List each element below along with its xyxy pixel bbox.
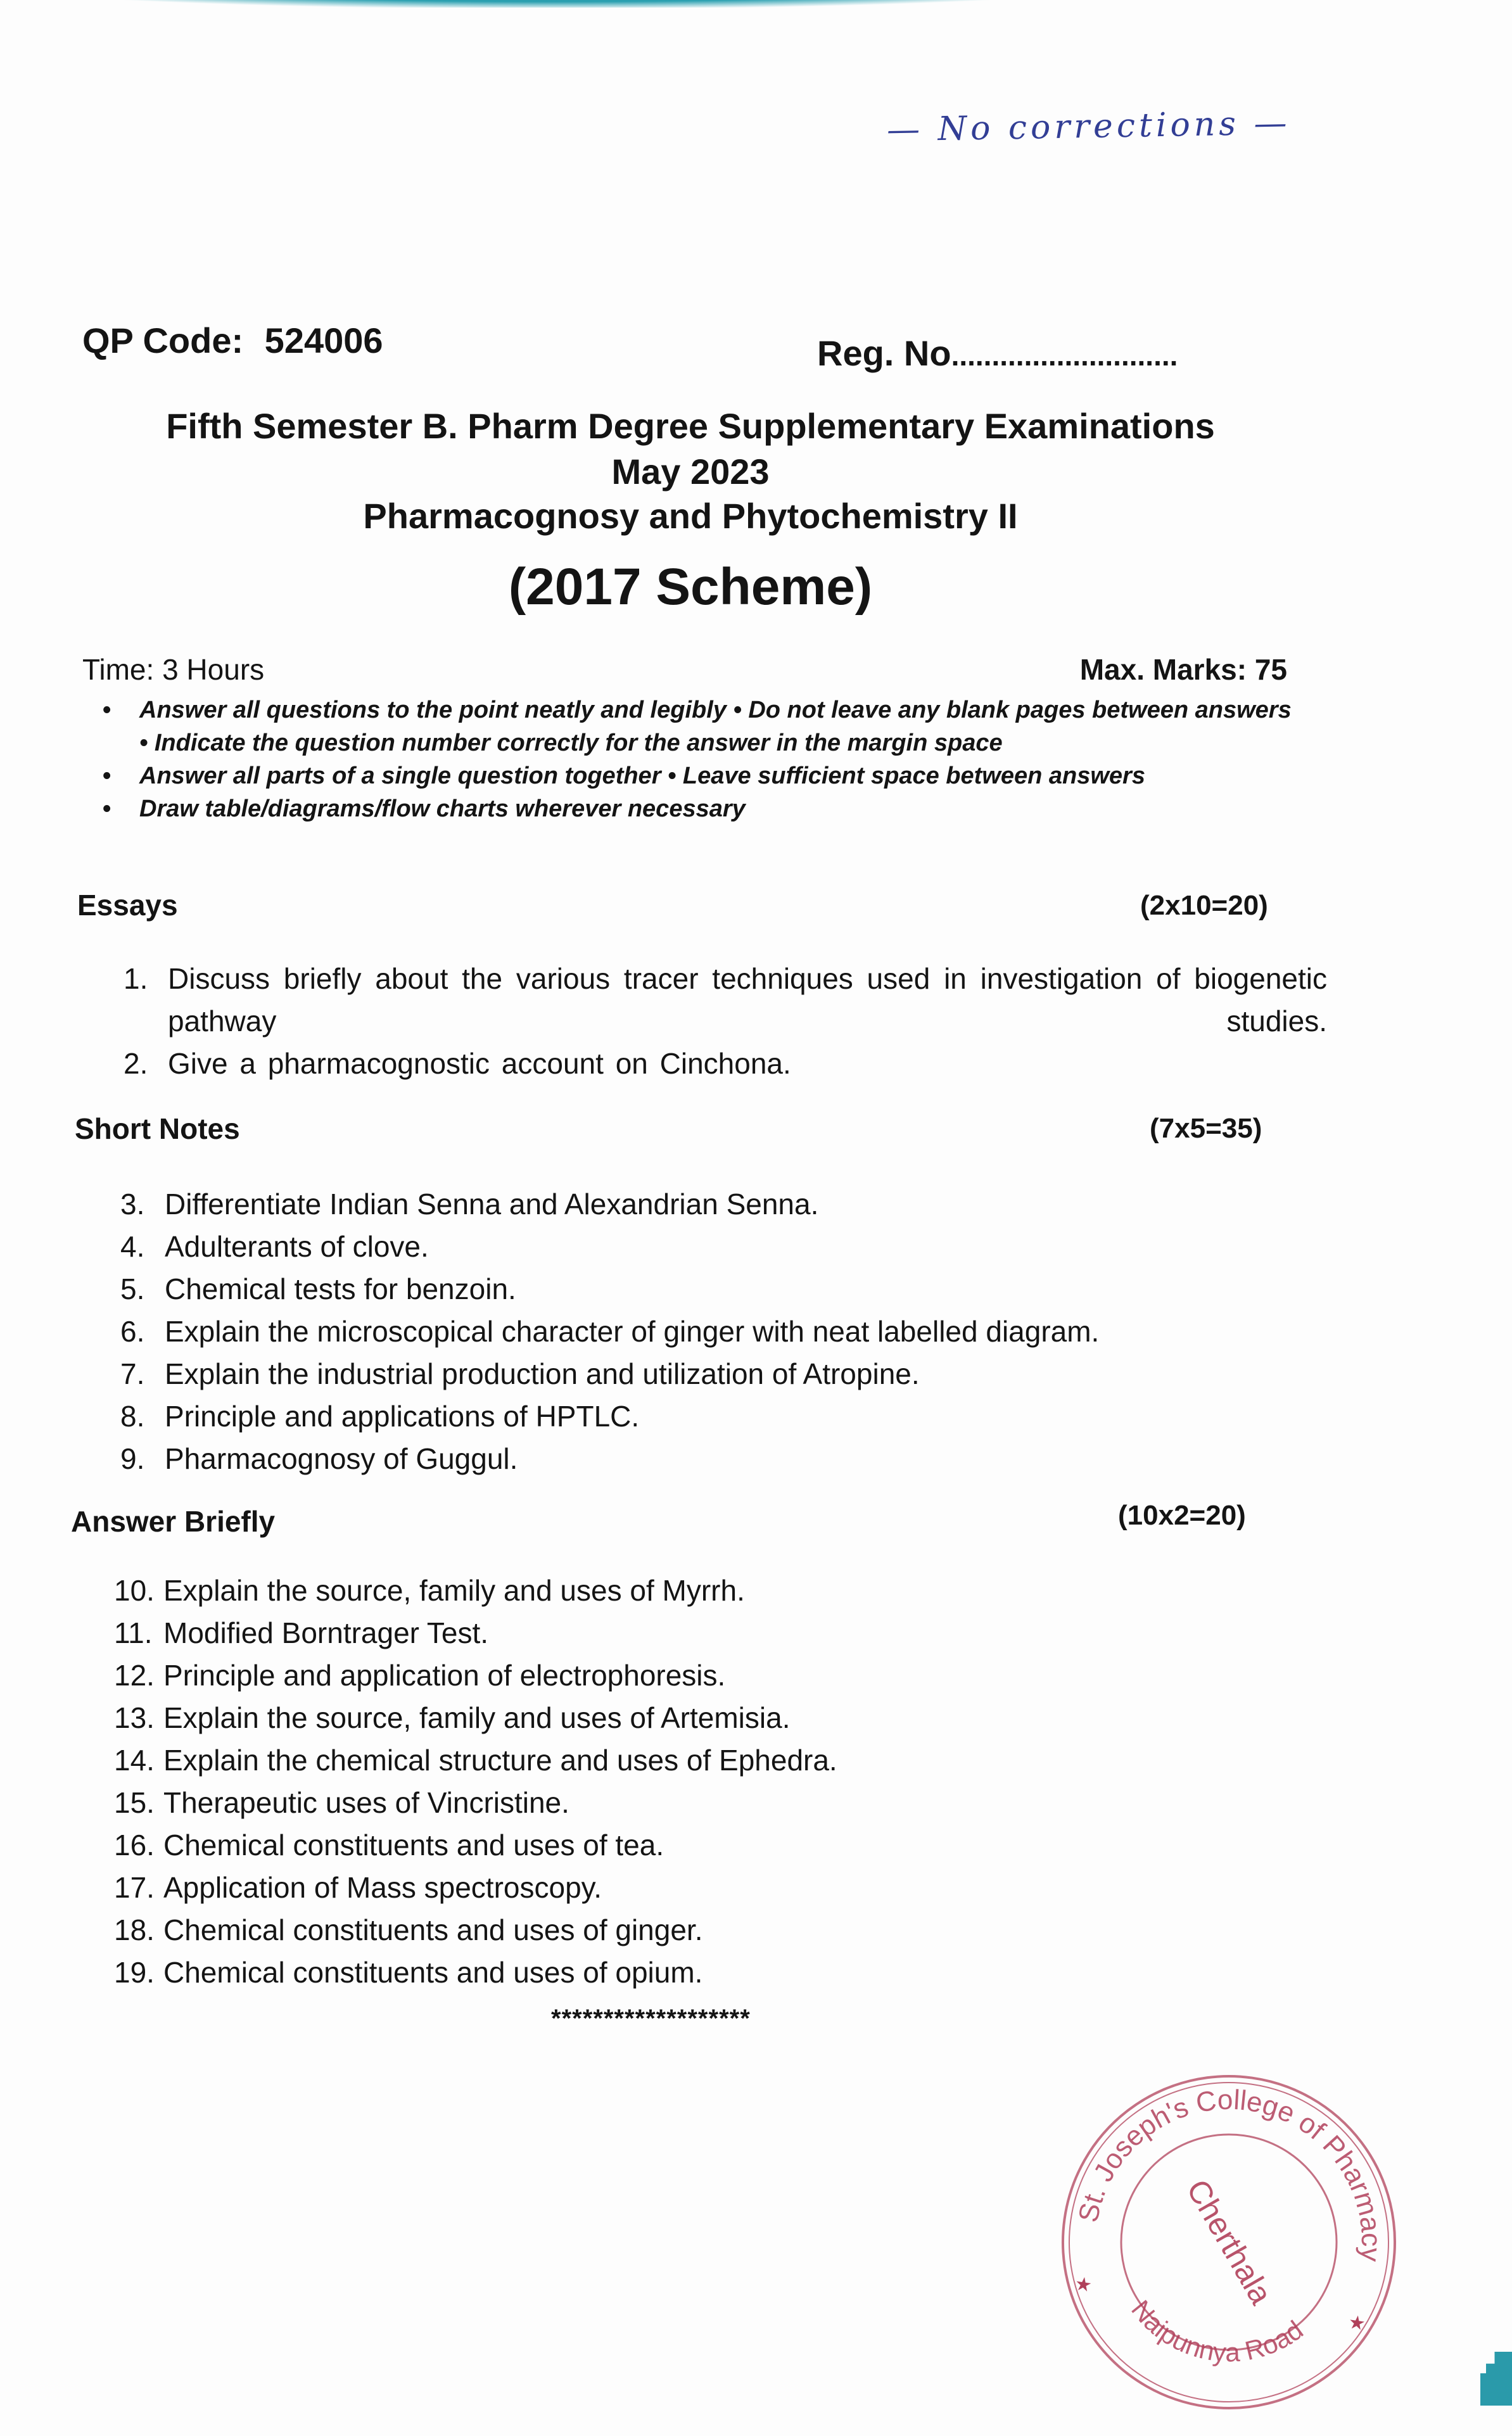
section-title-essays: Essays [77,889,178,922]
question-text: Pharmacognosy of Guggul. [165,1442,518,1475]
instruction-item [95,759,1292,792]
scheme: (2017 Scheme) [508,558,873,616]
question-text: Chemical tests for benzoin. [165,1272,516,1305]
question-item [114,1654,837,1697]
question-text: Adulterants of clove. [165,1230,429,1263]
question-item [114,1612,837,1654]
reg-no-label: Reg. No [817,333,951,373]
question-item [124,1043,1327,1085]
reg-no-dots: ............................ [951,339,1178,372]
scan-edge-top [0,0,1013,8]
question-number: 17. [114,1871,155,1904]
question-number: 7. [120,1357,145,1390]
instruction-item [95,792,1292,825]
question-number: 6. [120,1315,145,1348]
question-text: Give a pharmacognostic account on Cinchona. [168,1047,791,1080]
question-number: 10. [114,1574,155,1607]
question-text: Principle and applications of HPTLC. [165,1400,640,1433]
question-item [114,1739,837,1782]
question-item [120,1226,1099,1268]
exam-title: Fifth Semester B. Pharm Degree Supplementary Examinations [166,406,1215,446]
essay-questions [124,958,1327,1085]
question-item [120,1438,1099,1480]
college-stamp [1029,2048,1428,2436]
question-item [120,1183,1099,1226]
question-number: 1. [124,962,148,995]
question-item [120,1310,1099,1353]
instruction-text: Answer all questions to the point neatly and legibly • Do not leave any blank pages between answers • Indicate the question number correctly for the answer in the margin space [139,697,1292,756]
question-text: Explain the microscopical character of ginger with neat labelled diagram. [165,1315,1100,1348]
question-text: Explain the chemical structure and uses of Ephedra. [163,1744,837,1777]
reg-no [817,333,1178,374]
section-title-answer-briefly: Answer Briefly [71,1505,276,1538]
qp-code-value: 524006 [264,320,383,360]
exam-date: May 2023 [611,452,770,492]
qp-code-label: QP Code: [82,320,244,360]
subject-title: Pharmacognosy and Phytochemistry II [363,496,1018,536]
scan-edge-corner [1480,2352,1512,2406]
question-number: 9. [120,1442,145,1475]
question-item [114,1909,837,1951]
section-marks-essays: (2x10=20) [1140,890,1268,921]
section-marks-short-notes: (7x5=35) [1150,1113,1262,1144]
end-marker: ******************* [551,2005,751,2033]
question-text: Explain the source, family and uses of Artemisia. [163,1701,791,1734]
question-number: 15. [114,1786,155,1819]
question-number: 11. [114,1616,153,1649]
question-text: Principle and application of electrophoresis. [163,1659,726,1692]
question-text: Explain the source, family and uses of Myrrh. [163,1574,745,1607]
stamp-outer-text: St. Joseph's College of Pharmacy [1072,2084,1387,2263]
max-marks: Max. Marks: 75 [1079,653,1287,686]
question-number: 3. [120,1188,145,1221]
question-item [114,1570,837,1612]
question-number: 5. [120,1272,145,1305]
question-text: Chemical constituents and uses of ginger. [163,1913,703,1946]
stamp-bottom-text: Naipunnya Road [1126,2294,1309,2368]
bullet-icon: • [103,697,111,723]
question-text: Differentiate Indian Senna and Alexandrian Senna. [165,1188,819,1221]
stamp-star-icon: ★ [1347,2311,1367,2335]
stamp-center-text: Cherthala [1179,2173,1280,2311]
question-number: 2. [124,1047,148,1080]
question-text: Chemical constituents and uses of opium. [163,1956,703,1989]
question-item [114,1867,837,1909]
instruction-text: Draw table/diagrams/flow charts wherever necessary [139,796,746,822]
question-number: 12. [114,1659,155,1692]
question-text: Modified Borntrager Test. [163,1616,489,1649]
instruction-item [95,694,1292,759]
short-note-questions [120,1183,1099,1480]
question-text: Therapeutic uses of Vincristine. [163,1786,569,1819]
section-title-short-notes: Short Notes [75,1112,240,1145]
handwritten-annotation: — No corrections — [886,104,1291,149]
question-item [114,1782,837,1824]
instruction-text: Answer all parts of a single question together • Leave sufficient space between answers [139,763,1145,789]
question-number: 13. [114,1701,155,1734]
bullet-icon: • [103,763,111,789]
question-item [120,1395,1099,1438]
question-item [114,1697,837,1739]
question-item [124,958,1327,1043]
answer-briefly-questions [114,1570,837,1994]
instructions [95,694,1292,825]
question-item [120,1353,1099,1395]
bullet-icon: • [103,796,111,822]
question-number: 19. [114,1956,155,1989]
question-number: 8. [120,1400,145,1433]
stamp-star-icon: ★ [1073,2273,1094,2297]
section-marks-answer-briefly: (10x2=20) [1118,1500,1246,1531]
question-item [114,1824,837,1867]
qp-code [82,320,383,361]
question-number: 14. [114,1744,155,1777]
question-number: 18. [114,1913,155,1946]
question-text: Chemical constituents and uses of tea. [163,1829,664,1862]
question-text: Application of Mass spectroscopy. [163,1871,602,1904]
question-item [114,1951,837,1994]
question-text: Discuss briefly about the various tracer techniques used in investigation of biogenetic pathway studies. [168,962,1327,1037]
question-number: 16. [114,1829,155,1862]
question-item [120,1268,1099,1310]
question-text: Explain the industrial production and utilization of Atropine. [165,1357,920,1390]
question-number: 4. [120,1230,145,1263]
time-allowed: Time: 3 Hours [82,653,265,686]
